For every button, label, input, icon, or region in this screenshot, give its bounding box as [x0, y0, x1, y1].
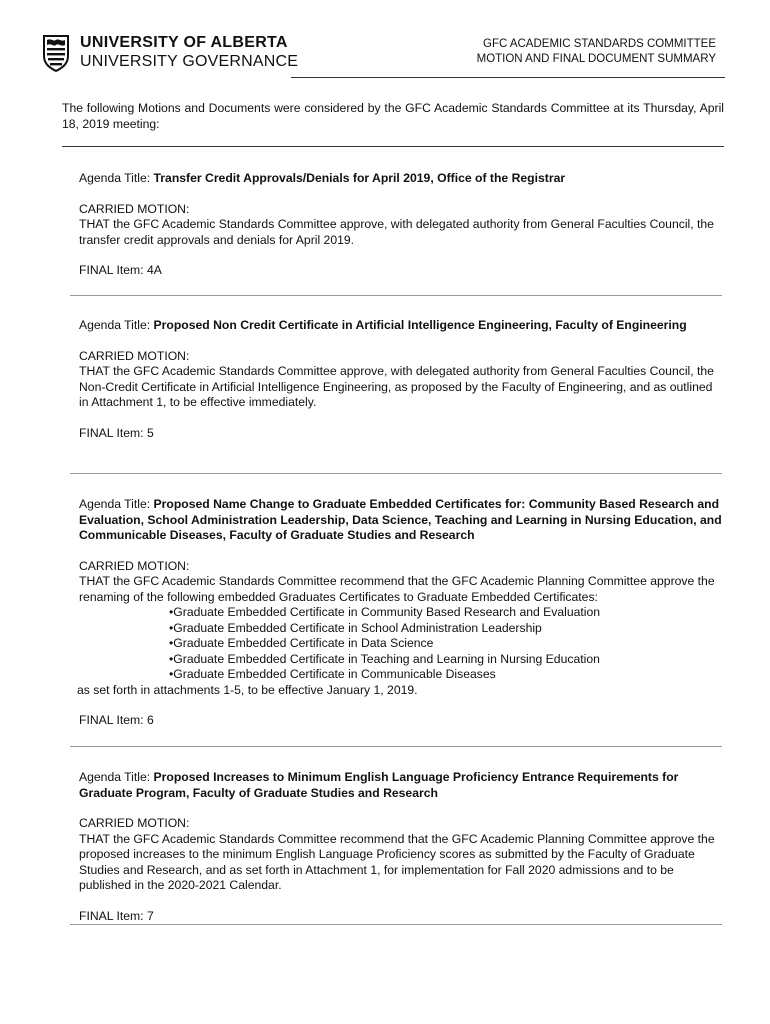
motion-text: THAT the GFC Academic Standards Committee approve, with delegated authority from General Faculties Council, the transfer credit approvals and denials for April 2019. — [79, 217, 714, 247]
list-item: • Graduate Embedded Certificate in Community Based Research and Evaluation — [169, 605, 724, 621]
motion-text: THAT the GFC Academic Standards Committee recommend that the GFC Academic Planning Committee approve the renaming of the following embedded Graduates Certificates to Graduate Embedded Certificates: — [79, 574, 715, 604]
motion-label: CARRIED MOTION: — [79, 558, 190, 573]
final-item-label: FINAL Item: 6 — [79, 713, 154, 727]
agenda-prefix: Agenda Title: — [79, 497, 154, 511]
university-name: UNIVERSITY OF ALBERTA — [80, 34, 288, 51]
agenda-title: Transfer Credit Approvals/Denials for April 2019, Office of the Registrar — [153, 171, 566, 185]
agenda-title: Proposed Non Credit Certificate in Artificial Intelligence Engineering, Faculty of Engineering — [153, 318, 687, 332]
agenda-prefix: Agenda Title: — [79, 171, 154, 185]
item-divider — [70, 473, 722, 474]
committee-name: GFC ACADEMIC STANDARDS COMMITTEE — [483, 38, 716, 50]
motion-item — [79, 497, 724, 729]
certificate-list — [79, 605, 724, 683]
final-item-label: FINAL Item: 4A — [79, 263, 162, 277]
motion-text: THAT the GFC Academic Standards Committee approve, with delegated authority from General Faculties Council, the Non-Credit Certificate in Artificial Intelligence Engineering, as proposed by the Faculty of Engineering, and as outlined in Attachment 1, to be effective immediately. — [79, 364, 714, 409]
motion-item — [79, 171, 724, 279]
list-item: • Graduate Embedded Certificate in School Administration Leadership — [169, 621, 724, 637]
intro-divider — [62, 146, 724, 147]
motion-text: THAT the GFC Academic Standards Committee recommend that the GFC Academic Planning Committee approve the proposed increases to the minimum English Language Proficiency scores as submitted by the Faculty of Graduate Studies and Research, and as set forth in Attachment 1, for implementation for Fall 2020 admissions and to be published in the 2020-2021 Calendar. — [79, 831, 715, 892]
agenda-title: Proposed Increases to Minimum English Language Proficiency Entrance Requirements for Graduate Program, Faculty of Graduate Studies and Research — [79, 770, 679, 800]
final-item-label: FINAL Item: 7 — [79, 908, 154, 923]
list-item: • Graduate Embedded Certificate in Communicable Diseases — [169, 667, 724, 683]
university-shield-logo-icon — [42, 34, 70, 72]
agenda-prefix: Agenda Title: — [79, 770, 154, 784]
governance-unit-name: UNIVERSITY GOVERNANCE — [80, 53, 299, 70]
item-divider — [70, 746, 722, 747]
agenda-title-line — [79, 770, 724, 801]
motion-label: CARRIED MOTION: — [79, 201, 190, 216]
list-item: • Graduate Embedded Certificate in Data Science — [169, 636, 724, 652]
intro-paragraph: The following Motions and Documents were considered by the GFC Academic Standards Committee at its Thursday, April 18, 2019 meeting: — [62, 101, 724, 131]
motion-label: CARRIED MOTION: — [79, 348, 190, 363]
item-divider — [70, 295, 722, 296]
agenda-title-line — [79, 171, 724, 187]
document-heading — [477, 37, 716, 67]
motion-label: CARRIED MOTION: — [79, 816, 190, 830]
list-item: • Graduate Embedded Certificate in Teaching and Learning in Nursing Education — [169, 652, 724, 668]
agenda-title-line — [79, 497, 724, 544]
agenda-prefix: Agenda Title: — [79, 318, 154, 332]
motion-item — [79, 770, 724, 924]
motion-tail-text: as set forth in attachments 1-5, to be effective January 1, 2019. — [77, 682, 418, 697]
agenda-title: Proposed Name Change to Graduate Embedded Certificates for: Community Based Research and Evaluation, School Administration Leadership, Data Science, Teaching and Learning in Nursing Education, and Communicable Diseases, Faculty of Graduate Studies and Research — [79, 497, 722, 542]
item-divider — [70, 924, 722, 925]
agenda-title-line — [79, 318, 724, 334]
motion-item — [79, 318, 724, 441]
document-type: MOTION AND FINAL DOCUMENT SUMMARY — [476, 53, 716, 65]
header-divider — [291, 77, 725, 78]
final-item-label: FINAL Item: 5 — [79, 425, 154, 440]
